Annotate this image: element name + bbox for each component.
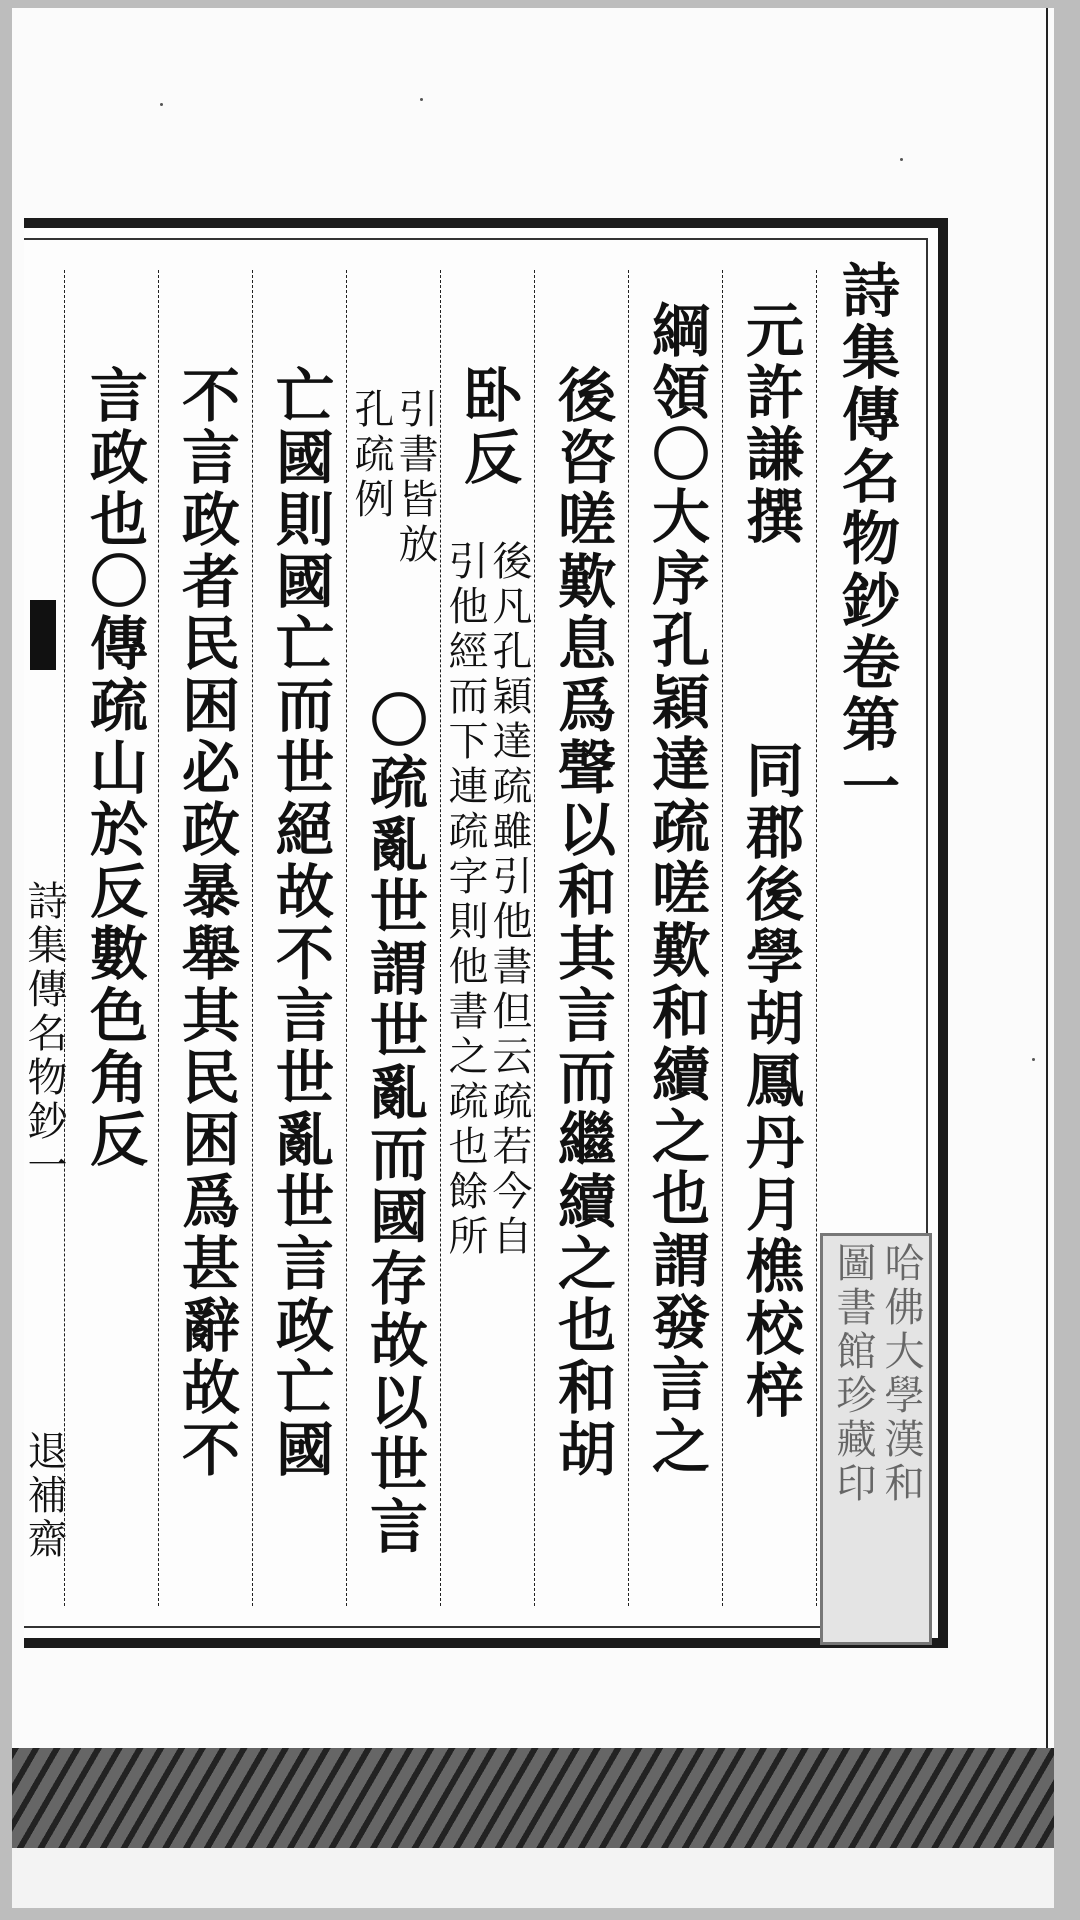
column-3 bbox=[346, 270, 441, 1606]
text-column: 卧反 bbox=[454, 365, 522, 489]
fold-margin bbox=[21, 280, 67, 1606]
scanned-page bbox=[12, 8, 1054, 1908]
text-column: 言政也〇傳疏山於反數色角反 bbox=[80, 365, 148, 1171]
margin-publisher: 退補齋 bbox=[21, 1430, 67, 1562]
fish-tail-mark bbox=[30, 600, 56, 670]
margin-title: 詩集傳名物鈔一 bbox=[21, 880, 67, 1188]
book-title: 詩集傳名物鈔卷第一 bbox=[832, 260, 900, 818]
column-5 bbox=[158, 270, 253, 1606]
text-column: 後咨嗟歎息爲聲以和其言而繼續之也和胡 bbox=[548, 365, 616, 1481]
text-column: 〇疏亂世謂世亂而國存故以世言 bbox=[360, 690, 428, 1558]
small-note: 孔疏例 bbox=[348, 388, 394, 523]
column-6 bbox=[64, 270, 159, 1606]
scan-bottom-margin bbox=[12, 1848, 1054, 1908]
text-column: 亡國則國亡而世絕故不言世亂世言政亡國 bbox=[266, 365, 334, 1481]
scan-edge-shadow bbox=[12, 1748, 1054, 1848]
editor-line: 同郡後學胡鳳丹月樵校梓 bbox=[736, 740, 804, 1422]
text-frame bbox=[21, 218, 948, 1648]
author-column bbox=[722, 270, 817, 1606]
small-note: 引書皆放 bbox=[392, 388, 438, 568]
library-seal bbox=[820, 1233, 932, 1645]
column-4 bbox=[252, 270, 347, 1606]
small-note: 後凡孔穎達疏雖引他書但云疏若今自 bbox=[486, 540, 532, 1260]
author-line: 元許謙撰 bbox=[736, 300, 804, 548]
text-column: 綱領〇大序孔穎達疏嗟歎和續之也謂發言之 bbox=[642, 300, 710, 1478]
small-note: 引他經而下連疏字則他書之疏也餘所 bbox=[442, 540, 488, 1260]
seal-text: 圖書館珍藏印 bbox=[830, 1242, 876, 1506]
column-2 bbox=[440, 270, 535, 1606]
text-block bbox=[21, 238, 928, 1628]
text-column: 不言政者民困必政暴舉其民困爲甚辭故不 bbox=[172, 365, 240, 1481]
seal-text: 哈佛大學漢和 bbox=[878, 1242, 924, 1506]
column-1 bbox=[628, 270, 723, 1606]
page-edge-line bbox=[1046, 8, 1048, 1788]
column-1b bbox=[534, 270, 629, 1606]
